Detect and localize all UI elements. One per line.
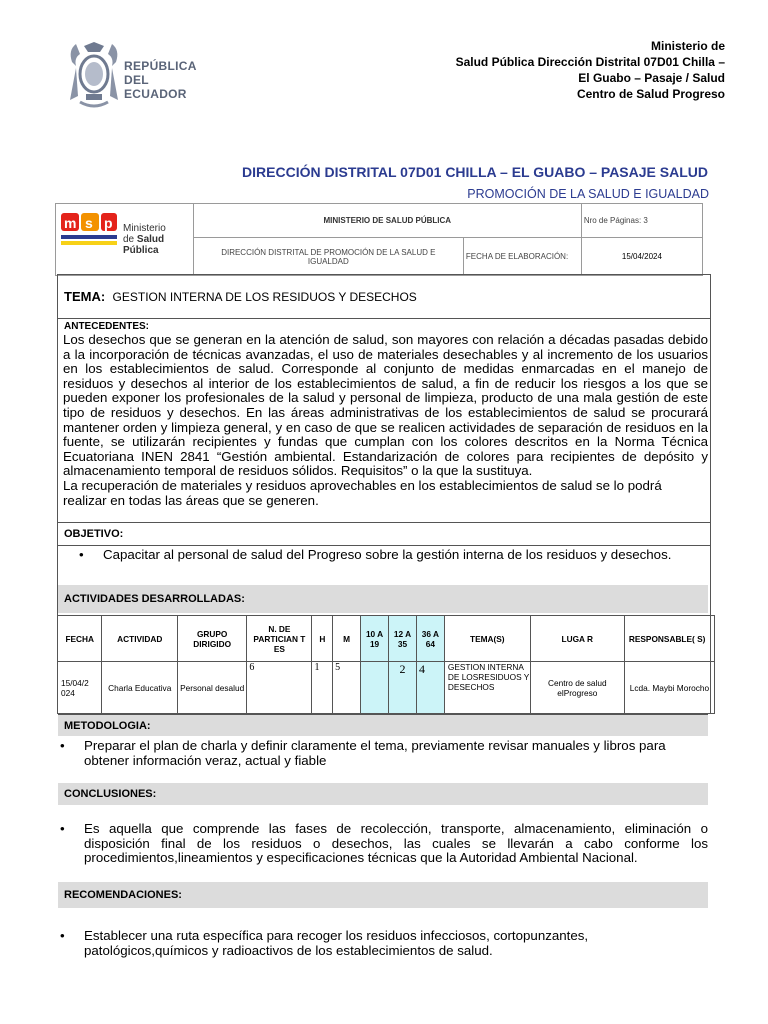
paginas-cell: Nro de Páginas: 3 bbox=[581, 204, 702, 238]
divider bbox=[57, 318, 710, 319]
antecedentes-text bbox=[63, 333, 708, 508]
recomendaciones-list bbox=[60, 929, 620, 958]
msp-logo-icon bbox=[59, 211, 119, 251]
ministry-line: El Guabo – Pasaje / Salud bbox=[578, 71, 725, 85]
cell-grupo: Personal desalud bbox=[178, 662, 247, 714]
objetivo-item: • Capacitar al personal de salud del Progreso sobre la gestión interna de los residuos y desechos. bbox=[79, 548, 709, 563]
metodologia-list bbox=[60, 739, 700, 768]
msp-logo-text: Ministerio bbox=[123, 222, 166, 234]
fecha-value-cell: 15/04/2024 bbox=[581, 238, 702, 276]
conclusiones-header: CONCLUSIONES: bbox=[58, 783, 708, 805]
col-header: TEMA(S) bbox=[444, 616, 530, 662]
distrital-title: DIRECCIÓN DISTRITAL 07D01 CHILLA – EL GUABO – PASAJE SALUD bbox=[242, 164, 708, 180]
col-header: ACTIVIDAD bbox=[102, 616, 178, 662]
tema-value: GESTION INTERNA DE LOS RESIDUOS Y DESECHOS bbox=[112, 290, 417, 304]
ministerio-cell: MINISTERIO DE SALUD PÚBLICA bbox=[193, 204, 581, 238]
cell-a12: 2 bbox=[389, 662, 417, 714]
ministry-line: Centro de Salud Progreso bbox=[576, 87, 725, 101]
activities-table bbox=[57, 615, 715, 714]
col-header: H bbox=[312, 616, 333, 662]
tema-row bbox=[64, 289, 417, 304]
ministry-line: Salud Pública Dirección Distrital 07D01 Chilla – bbox=[455, 55, 725, 69]
metodologia-item: • Preparar el plan de charla y definir claramente el tema, previamente revisar manuales y libros para obtener información veraz, actual y fiable bbox=[60, 739, 700, 768]
cell-participantes: 6 bbox=[247, 662, 312, 714]
metodologia-header: METODOLOGIA: bbox=[58, 714, 708, 736]
cell-fecha: 15/04/2 024 bbox=[58, 662, 102, 714]
antecedentes-paragraph: La recuperación de materiales y residuos aprovechables en los establecimientos de salud se lo podrá realizar en todas las áreas que se generen. bbox=[63, 477, 662, 508]
antecedentes-paragraph: Los desechos que se generan en la atención de salud, son mayores con relación a décadas pasadas debido a la incorporación de técnicas avanzadas, el uso de materiales desechables y al incremento de los usuarios en los establecimientos de salud. Corresponde al conjunto de medidas enmarcadas en el manejo de residuos y desechos al interior de los establecimientos de salud, a fin de reducir los riesgos a los que se pueden exponer los profesionales de la salud y personal de limpieza, producto de una mala gestión de este tipo de residuos y desechos. En las áreas administrativas de los establecimientos de salud se procurará mantener orden y limpieza general, y en caso de que se realicen actividades de separación de residuos en la fuente, se utilizarán recipientes y fundas que cumplan con los colores descritos en la Norma Técnica Ecuatoriana INEN 2841 “Gestión ambiental. Estandarización de colores para recipientes de depósito y almacenamiento temporal de residuos sólidos. Requisitos” o la que la sustituya. bbox=[63, 332, 708, 479]
cell-lugar: Centro de salud elProgreso bbox=[530, 662, 624, 714]
cell-tema: GESTION INTERNA DE LOSRESIDUOS Y DESECHOS bbox=[444, 662, 530, 714]
actividades-header: ACTIVIDADES DESARROLLADAS: bbox=[58, 585, 708, 613]
republica-ecuador-logo bbox=[66, 40, 206, 110]
divider bbox=[57, 545, 710, 546]
conclusiones-list bbox=[60, 822, 708, 866]
col-header: N. DE PARTICIAN T ES bbox=[247, 616, 312, 662]
form-header-table bbox=[55, 203, 703, 276]
coat-of-arms-icon bbox=[66, 40, 122, 110]
logo-text-republica: REPÚBLICA bbox=[124, 59, 197, 73]
col-header: 36 A 64 bbox=[416, 616, 444, 662]
col-header: LUGA R bbox=[530, 616, 624, 662]
direccion-cell: DIRECCIÓN DISTRITAL DE PROMOCIÓN DE LA SALUD E IGUALDAD bbox=[193, 238, 463, 276]
msp-logo-cell bbox=[56, 204, 194, 276]
recomendaciones-header: RECOMENDACIONES: bbox=[58, 882, 708, 908]
svg-text:s: s bbox=[85, 214, 93, 231]
cell-a10 bbox=[361, 662, 389, 714]
cell-responsable: Lcda. Maybi Morocho bbox=[624, 662, 714, 714]
objetivo-list bbox=[79, 548, 709, 563]
col-header: FECHA bbox=[58, 616, 102, 662]
cell-actividad: Charla Educativa bbox=[102, 662, 178, 714]
col-header: M bbox=[333, 616, 361, 662]
msp-logo bbox=[57, 207, 192, 273]
svg-text:p: p bbox=[104, 214, 113, 231]
svg-text:m: m bbox=[64, 214, 77, 231]
cell-h: 1 bbox=[312, 662, 333, 714]
msp-logo-text: Salud Pública bbox=[123, 233, 165, 256]
tema-label: TEMA: bbox=[64, 289, 106, 304]
fecha-label-cell: FECHA DE ELABORACIÓN: bbox=[463, 238, 581, 276]
ministry-header bbox=[405, 38, 725, 102]
table-row bbox=[58, 662, 715, 714]
col-header: GRUPO DIRIGIDO bbox=[178, 616, 247, 662]
divider bbox=[57, 274, 710, 275]
cell-m: 5 bbox=[333, 662, 361, 714]
cell-a36: 4 bbox=[416, 662, 444, 714]
antecedentes-label: ANTECEDENTES: bbox=[64, 321, 150, 332]
logo-text-ecuador: DEL ECUADOR bbox=[124, 73, 187, 101]
objetivo-label: OBJETIVO: bbox=[64, 528, 124, 540]
ministry-line: Ministerio de bbox=[650, 39, 725, 53]
conclusiones-item: • Es aquella que comprende las fases de recolección, transporte, almacenamiento, eliminación o disposición final de los residuos o desechos, las cuales se llevarán a cabo conforme los procedimientos,lineamientos y especificaciones técnicas que la Autoridad Ambiental Nacional. bbox=[60, 822, 708, 866]
divider bbox=[57, 522, 710, 523]
col-header: 10 A 19 bbox=[361, 616, 389, 662]
msp-logo-text: de bbox=[123, 233, 135, 245]
recomendaciones-item: • Establecer una ruta específica para recoger los residuos infecciosos, cortopunzantes, patológicos,químicos y radioactivos de los establecimientos de salud. bbox=[60, 929, 620, 958]
col-header: 12 A 35 bbox=[389, 616, 417, 662]
promocion-subtitle: PROMOCIÓN DE LA SALUD E IGUALDAD bbox=[467, 187, 709, 201]
col-header: RESPONSABLE( S) bbox=[624, 616, 714, 662]
